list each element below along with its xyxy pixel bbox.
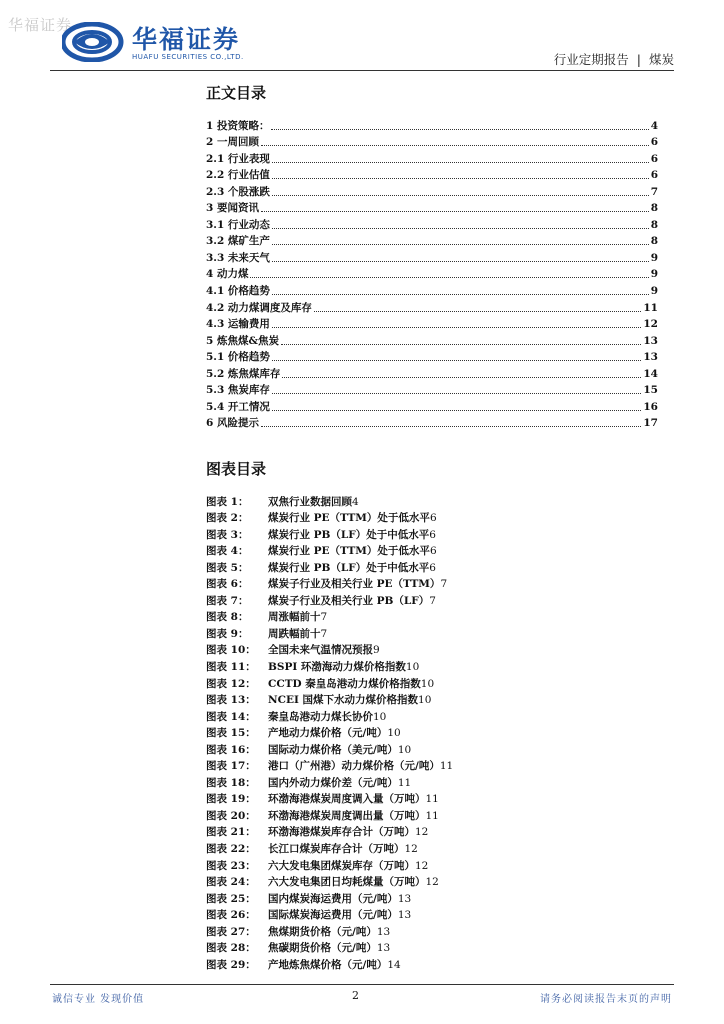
toc-entry-page: 13: [643, 351, 658, 364]
figure-index-entry[interactable]: [206, 724, 658, 741]
toc-leader-dots: [272, 178, 649, 179]
toc-entry[interactable]: [206, 199, 658, 216]
toc-entry[interactable]: [206, 397, 658, 414]
toc-entry-label: 5.1 价格趋势: [206, 351, 270, 364]
toc-entry-label: 5 炼焦煤&焦炭: [206, 334, 279, 347]
toc-entry-label: 5.3 焦炭库存: [206, 384, 270, 397]
toc-entry-page: 9: [650, 285, 658, 298]
figure-title: NCEI 国煤下水动力煤价格指数: [268, 694, 419, 707]
figure-page: 11: [439, 760, 454, 773]
report-sector: 煤炭: [648, 52, 674, 67]
watermark-text: 华福证券: [8, 16, 73, 34]
toc-leader-dots: [272, 162, 649, 163]
figure-page: 7: [320, 611, 328, 624]
toc-leader-dots: [261, 145, 649, 146]
figure-index-entry[interactable]: [206, 657, 658, 674]
figure-page: 7: [429, 594, 436, 607]
figure-number: 图表 23：: [206, 859, 256, 872]
figure-title: 秦皇岛港动力煤长协价: [268, 710, 373, 723]
toc-entry[interactable]: [206, 381, 658, 398]
figure-index-entry[interactable]: [206, 773, 658, 790]
figure-number: 图表 13：: [206, 694, 256, 707]
toc-entry-page: 8: [650, 235, 658, 248]
figure-index-entry[interactable]: [206, 856, 658, 873]
table-of-contents: [206, 116, 658, 430]
toc-leader-dots: [261, 426, 641, 427]
toc-entry-page: 9: [650, 251, 658, 264]
figure-page: 7: [440, 578, 448, 591]
figure-page: 13: [397, 892, 412, 905]
figure-index-entry[interactable]: [206, 591, 658, 608]
toc-leader-dots: [314, 311, 641, 312]
toc-entry-label: 2 一周回顾: [206, 136, 259, 149]
figure-title: 煤炭行业 PE（TTM）处于低水平: [268, 512, 430, 525]
toc-entry-label: 3.2 煤矿生产: [206, 235, 270, 248]
figure-number: 图表 21：: [206, 826, 256, 839]
toc-entry[interactable]: [206, 133, 658, 150]
figure-page: 6: [429, 512, 437, 525]
figure-page: 6: [429, 528, 436, 541]
toc-entry[interactable]: [206, 232, 658, 249]
figure-title: 焦煤期货价格（元/吨）: [268, 925, 377, 938]
toc-entry-label: 5.2 炼焦煤库存: [206, 367, 281, 380]
footer-slogan: 诚信专业 发现价值: [52, 994, 145, 1005]
toc-entry-page: 11: [643, 301, 658, 314]
figure-index-entry[interactable]: [206, 509, 658, 526]
toc-entry[interactable]: [206, 364, 658, 381]
toc-leader-dots: [272, 360, 641, 361]
toc-entry[interactable]: [206, 215, 658, 232]
figure-number: 图表 19：: [206, 793, 256, 806]
figure-index-entry[interactable]: [206, 889, 658, 906]
toc-entry-label: 4.2 动力煤调度及库存: [206, 301, 312, 314]
figure-number: 图表 8：: [206, 611, 249, 624]
figure-number: 图表 1：: [206, 495, 249, 508]
figure-title: 煤炭子行业及相关行业 PB（LF）: [268, 594, 430, 607]
toc-entry[interactable]: [206, 281, 658, 298]
toc-leader-dots: [281, 344, 641, 345]
toc-entry[interactable]: [206, 315, 658, 332]
figure-index-entry[interactable]: [206, 624, 658, 641]
figure-page: 14: [387, 958, 401, 971]
figure-number: 图表 2：: [206, 512, 249, 525]
figure-page: 7: [320, 627, 328, 640]
figure-page: 13: [376, 942, 391, 955]
toc-leader-dots: [261, 211, 649, 212]
toc-entry-label: 3.3 未来天气: [206, 251, 270, 264]
toc-leader-dots: [250, 277, 648, 278]
figure-number: 图表 7：: [206, 594, 249, 607]
footer-disclaimer: 请务必阅读报告末页的声明: [540, 994, 672, 1005]
header-divider: [50, 70, 674, 71]
header-separator: |: [636, 52, 641, 67]
figure-number: 图表 3：: [206, 528, 249, 541]
toc-leader-dots: [272, 244, 649, 245]
figure-title: 环渤海港煤炭周度调出量（万吨）: [268, 809, 426, 822]
toc-entry[interactable]: [206, 265, 658, 282]
figure-page: 11: [397, 776, 412, 789]
toc-entry[interactable]: [206, 348, 658, 365]
toc-entry-label: 4.1 价格趋势: [206, 285, 270, 298]
figure-title: BSPI 环渤海动力煤价格指数: [268, 661, 406, 674]
toc-leader-dots: [272, 410, 641, 411]
figure-index-entry[interactable]: [206, 542, 658, 559]
figure-number: 图表 22：: [206, 843, 256, 856]
figure-title: 环渤海港煤炭周度调入量（万吨）: [268, 793, 426, 806]
figure-index-entry[interactable]: [206, 492, 658, 509]
figure-page: 11: [425, 793, 439, 806]
figure-title: 六大发电集团煤炭库存（万吨）: [268, 859, 415, 872]
toc-entry-page: 6: [650, 169, 658, 182]
toc-entry-label: 6 风险提示: [206, 417, 259, 430]
figure-title: 双焦行业数据回顾: [268, 495, 352, 508]
figure-title: 长江口煤炭库存合计（万吨）: [268, 843, 405, 856]
toc-entry-label: 4 动力煤: [206, 268, 249, 281]
toc-leader-dots: [271, 129, 648, 130]
toc-entry-page: 8: [650, 202, 658, 215]
figure-index-entry[interactable]: [206, 839, 658, 856]
figure-page: 13: [397, 909, 412, 922]
figure-index-entry[interactable]: [206, 922, 658, 939]
toc-entry-label: 2.1 行业表现: [206, 152, 270, 165]
figure-index-entry[interactable]: [206, 525, 658, 542]
figure-number: 图表 4：: [206, 545, 249, 558]
logo-english-name: HUAFU SECURITIES CO.,LTD.: [132, 53, 244, 61]
toc-entry-page: 9: [650, 268, 658, 281]
toc-entry[interactable]: [206, 182, 658, 199]
figure-number: 图表 28：: [206, 942, 256, 955]
figure-number: 图表 5：: [206, 561, 249, 574]
figure-page: 10: [405, 661, 420, 674]
figure-number: 图表 29：: [206, 958, 256, 971]
figure-number: 图表 11：: [206, 661, 256, 674]
figure-number: 图表 26：: [206, 909, 256, 922]
toc-entry-page: 7: [650, 185, 658, 198]
figure-title: 港口（广州港）动力煤价格（元/吨）: [268, 760, 440, 773]
figure-index-entry[interactable]: [206, 757, 658, 774]
figure-page: 11: [425, 809, 439, 822]
figure-number: 图表 6：: [206, 578, 249, 591]
figure-page: 12: [404, 843, 418, 856]
figure-index-entry[interactable]: [206, 873, 658, 890]
figure-page: 12: [415, 826, 429, 839]
toc-entry-page: 8: [650, 218, 658, 231]
toc-entry-label: 1 投资策略：: [206, 119, 270, 132]
figure-index-entry[interactable]: [206, 558, 658, 575]
toc-entry[interactable]: [206, 248, 658, 265]
toc-entry-page: 12: [643, 318, 658, 331]
figure-number: 图表 20：: [206, 809, 256, 822]
list-of-figures: [206, 492, 658, 972]
toc-entry-page: 6: [650, 136, 658, 149]
toc-leader-dots: [282, 377, 641, 378]
figure-title: 国内煤炭海运费用（元/吨）: [268, 892, 398, 905]
toc-entry[interactable]: [206, 116, 658, 133]
figure-page: 10: [418, 694, 432, 707]
figure-title: 全国未来气温情况预报: [268, 644, 373, 657]
figure-title: 周跌幅前十: [268, 627, 321, 640]
toc-entry-page: 13: [643, 334, 658, 347]
figure-number: 图表 9：: [206, 627, 249, 640]
figure-number: 图表 15：: [206, 727, 256, 740]
figure-number: 图表 12：: [206, 677, 256, 690]
figure-title: 国内外动力煤价差（元/吨）: [268, 776, 398, 789]
figure-title: 周涨幅前十: [268, 611, 321, 624]
figure-title: 国际煤炭海运费用（元/吨）: [268, 909, 398, 922]
toc-entry-label: 2.3 个股涨跌: [206, 185, 270, 198]
figure-number: 图表 10：: [206, 644, 256, 657]
footer-divider: [50, 984, 674, 985]
toc-entry-label: 2.2 行业估值: [206, 169, 270, 182]
figure-index-entry[interactable]: [206, 691, 658, 708]
toc-entry[interactable]: [206, 149, 658, 166]
toc-leader-dots: [272, 294, 649, 295]
toc-entry-page: 16: [643, 400, 658, 413]
figure-number: 图表 14：: [206, 710, 256, 723]
figure-page: 10: [373, 710, 387, 723]
toc-entry-label: 5.4 开工情况: [206, 400, 270, 413]
page-number: 2: [352, 989, 359, 1002]
figure-page: 9: [373, 644, 380, 657]
figure-number: 图表 25：: [206, 892, 256, 905]
huafu-logo-icon: [62, 22, 124, 62]
toc-entry-page: 14: [643, 367, 658, 380]
toc-entry-label: 3.1 行业动态: [206, 218, 270, 231]
toc-entry[interactable]: [206, 414, 658, 431]
figure-title: 产地炼焦煤价格（元/吨）: [268, 958, 388, 971]
figure-index-entry[interactable]: [206, 608, 658, 625]
figure-page: 12: [425, 876, 439, 889]
figure-index-entry[interactable]: [206, 641, 658, 658]
figure-page: 4: [352, 495, 359, 508]
toc-leader-dots: [272, 228, 649, 229]
figure-index-entry[interactable]: [206, 740, 658, 757]
figures-index-title: 图表目录: [206, 460, 267, 478]
figure-index-entry[interactable]: [206, 707, 658, 724]
figure-page: 10: [397, 743, 412, 756]
figure-title: 焦碳期货价格（元/吨）: [268, 942, 377, 955]
figure-number: 图表 16：: [206, 743, 256, 756]
figure-index-entry[interactable]: [206, 939, 658, 956]
figure-number: 图表 18：: [206, 776, 256, 789]
toc-entry-label: 4.3 运输费用: [206, 318, 270, 331]
toc-leader-dots: [272, 327, 641, 328]
toc-leader-dots: [272, 195, 649, 196]
toc-entry[interactable]: [206, 331, 658, 348]
toc-entry-page: 15: [643, 384, 658, 397]
toc-entry-label: 3 要闻资讯: [206, 202, 259, 215]
report-category: [554, 50, 674, 68]
figure-index-entry[interactable]: [206, 575, 658, 592]
figure-index-entry[interactable]: [206, 806, 658, 823]
figure-title: 煤炭子行业及相关行业 PE（TTM）: [268, 578, 441, 591]
figure-page: 10: [387, 727, 401, 740]
figure-title: 产地动力煤价格（元/吨）: [268, 727, 388, 740]
toc-leader-dots: [272, 393, 641, 394]
toc-entry-page: 17: [643, 417, 658, 430]
figure-page: 10: [420, 677, 435, 690]
figure-page: 13: [376, 925, 391, 938]
toc-entry-page: 4: [650, 119, 658, 132]
report-type: 行业定期报告: [553, 52, 629, 67]
figure-number: 图表 17：: [206, 760, 256, 773]
figure-title: CCTD 秦皇岛港动力煤价格指数: [268, 677, 421, 690]
figure-number: 图表 24：: [206, 876, 256, 889]
toc-entry[interactable]: [206, 166, 658, 183]
toc-title: 正文目录: [206, 84, 267, 102]
figure-number: 图表 27：: [206, 925, 256, 938]
toc-entry-page: 6: [650, 152, 658, 165]
figure-index-entry[interactable]: [206, 955, 658, 972]
figure-index-entry[interactable]: [206, 906, 658, 923]
figure-page: 6: [429, 561, 436, 574]
figure-page: 6: [429, 545, 437, 558]
figure-title: 六大发电集团日均耗煤量（万吨）: [268, 876, 426, 889]
figure-title: 煤炭行业 PB（LF）处于中低水平: [268, 561, 430, 574]
figure-title: 煤炭行业 PB（LF）处于中低水平: [268, 528, 430, 541]
toc-leader-dots: [272, 261, 649, 262]
figure-index-entry[interactable]: [206, 823, 658, 840]
company-logo: [62, 20, 272, 66]
logo-chinese-name: 华福证券: [132, 25, 241, 54]
figure-title: 煤炭行业 PE（TTM）处于低水平: [268, 545, 430, 558]
figure-index-entry[interactable]: [206, 790, 658, 807]
figure-title: 国际动力煤价格（美元/吨）: [268, 743, 398, 756]
figure-title: 环渤海港煤炭库存合计（万吨）: [268, 826, 415, 839]
figure-page: 12: [415, 859, 429, 872]
toc-entry[interactable]: [206, 298, 658, 315]
figure-index-entry[interactable]: [206, 674, 658, 691]
